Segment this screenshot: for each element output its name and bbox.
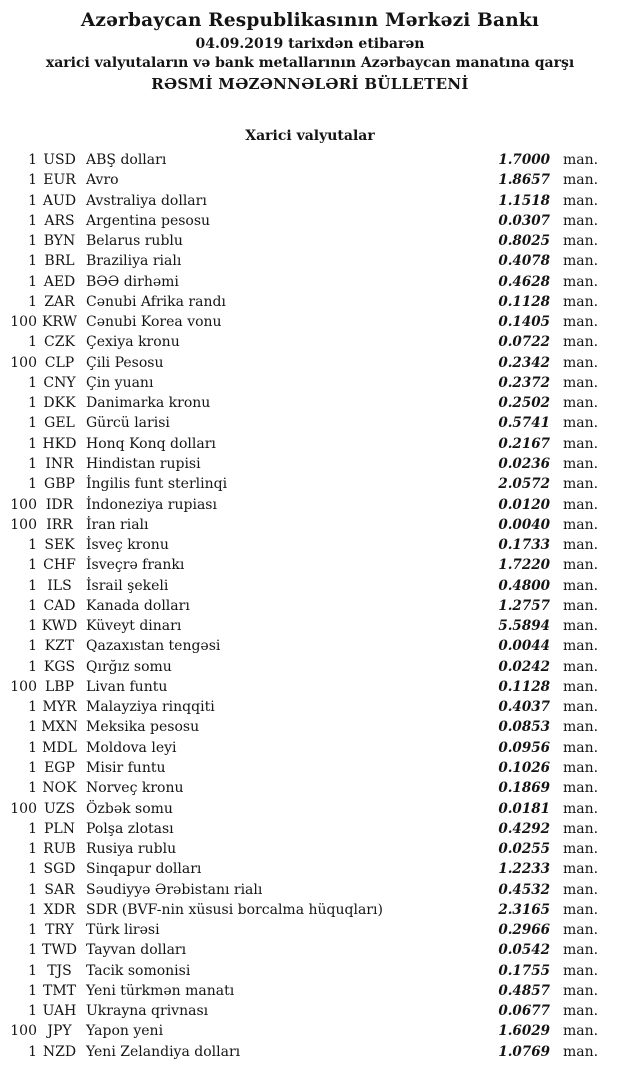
currency-code: EUR: [43, 172, 76, 189]
currency-name: Misir funtu: [86, 759, 166, 776]
unit-label: man.: [563, 739, 599, 756]
unit-label: man.: [563, 577, 599, 594]
rate-value: 0.1128: [498, 293, 550, 310]
rate-row: [0, 150, 620, 170]
currency-code: CAD: [43, 597, 76, 614]
rate-value: 0.4532: [498, 881, 550, 898]
currency-code: PLN: [44, 820, 75, 837]
currency-code: ZAR: [44, 293, 75, 310]
currency-name: Tacik somonisi: [86, 962, 191, 979]
rate-row: [0, 839, 620, 859]
unit-label: man.: [563, 841, 599, 858]
unit-label: man.: [563, 435, 599, 452]
currency-code: BYN: [43, 233, 76, 250]
rate-row: [0, 211, 620, 231]
rate-row: [0, 292, 620, 312]
quantity-value: 1: [28, 172, 37, 189]
rate-value: 0.4292: [498, 820, 550, 837]
currency-name: İndoneziya rupiası: [86, 496, 217, 513]
currency-code: AUD: [42, 192, 77, 209]
currency-code: LBP: [44, 678, 74, 695]
quantity-value: 1: [28, 476, 37, 493]
quantity-value: 1: [28, 374, 37, 391]
quantity-value: 1: [28, 942, 37, 959]
currency-code: GEL: [44, 415, 75, 432]
currency-code: MXN: [41, 719, 78, 736]
currency-name: ABŞ dolları: [86, 152, 167, 168]
rate-value: 0.0242: [498, 658, 550, 675]
unit-label: man.: [563, 557, 599, 574]
section-title-foreign-currencies: Xarici valyutalar: [245, 128, 375, 144]
rate-row: [0, 1042, 620, 1062]
quantity-value: 1: [28, 152, 37, 168]
currency-name: Qırğız somu: [86, 658, 172, 675]
rate-row: [0, 900, 620, 920]
currency-name: Livan funtu: [86, 678, 168, 695]
unit-label: man.: [563, 678, 599, 695]
rate-value: 0.4800: [498, 577, 550, 594]
rate-row: [0, 859, 620, 879]
quantity-value: 1: [28, 293, 37, 310]
currency-code: INR: [45, 455, 74, 472]
rate-value: 0.1026: [498, 759, 550, 776]
currency-name: İngilis funt sterlinqi: [86, 476, 228, 493]
currency-name: Moldova leyi: [86, 739, 177, 756]
quantity-value: 1: [28, 739, 37, 756]
currency-code: NZD: [42, 1043, 77, 1060]
rate-row: [0, 920, 620, 940]
currency-code: AED: [43, 273, 76, 290]
rate-value: 0.1128: [498, 678, 550, 695]
currency-code: JPY: [47, 1023, 72, 1040]
rate-row: [0, 677, 620, 697]
quantity-value: 1: [28, 962, 37, 979]
rate-value: 0.0044: [498, 638, 550, 655]
currency-code: TJS: [47, 962, 72, 979]
rate-value: 0.0307: [498, 212, 550, 229]
currency-name: Malayziya rinqqiti: [86, 699, 215, 716]
unit-label: man.: [563, 638, 599, 655]
quantity-value: 1: [28, 841, 37, 858]
currency-name: Sinqapur dolları: [86, 861, 202, 878]
currency-name: Cənubi Afrika randı: [86, 293, 226, 310]
currency-code: IDR: [45, 496, 74, 513]
quantity-value: 100: [10, 678, 37, 695]
quantity-value: 1: [28, 1043, 37, 1060]
rate-value: 0.0722: [498, 334, 550, 351]
currency-code: KGS: [43, 658, 76, 675]
rate-row: [0, 799, 620, 819]
unit-label: man.: [563, 152, 599, 168]
currency-name: Tayvan dolları: [86, 942, 187, 959]
quantity-value: 1: [28, 455, 37, 472]
currency-code: GBP: [44, 476, 75, 493]
unit-label: man.: [563, 982, 599, 999]
quantity-value: 1: [28, 597, 37, 614]
rate-row: [0, 535, 620, 555]
currency-name: Ukrayna qrivnası: [86, 1003, 209, 1020]
quantity-value: 1: [28, 212, 37, 229]
currency-code: SAR: [44, 881, 75, 898]
quantity-value: 1: [28, 395, 37, 412]
currency-name: Yapon yeni: [86, 1023, 164, 1040]
unit-label: man.: [563, 719, 599, 736]
quantity-value: 1: [28, 415, 37, 432]
unit-label: man.: [563, 537, 599, 554]
unit-label: man.: [563, 172, 599, 189]
rate-value: 0.2966: [498, 922, 550, 939]
currency-name: Küveyt dinarı: [86, 618, 182, 635]
currency-code: CHF: [43, 557, 76, 574]
bulletin-title: RƏSMİ MƏZƏNNƏLƏRİ BÜLLETENİ: [151, 75, 469, 93]
rate-row: [0, 596, 620, 616]
quantity-value: 1: [28, 435, 37, 452]
rate-row: [0, 636, 620, 656]
currency-code: DKK: [43, 395, 76, 412]
rate-value: 0.1733: [498, 537, 550, 554]
currency-name: Yeni türkmən manatı: [86, 982, 235, 999]
unit-label: man.: [563, 861, 599, 878]
quantity-value: 1: [28, 922, 37, 939]
quantity-value: 1: [28, 638, 37, 655]
rate-value: 0.0853: [498, 719, 550, 736]
currency-code: CNY: [43, 374, 76, 391]
quantity-value: 1: [28, 861, 37, 878]
unit-label: man.: [563, 496, 599, 513]
rate-value: 5.5894: [498, 618, 550, 635]
effective-date-line: 04.09.2019 tarixdən etibarən: [195, 36, 425, 52]
quantity-value: 1: [28, 982, 37, 999]
unit-label: man.: [563, 516, 599, 533]
rate-row: [0, 717, 620, 737]
currency-name: Honq Konq dolları: [86, 435, 216, 452]
rate-row: [0, 819, 620, 839]
unit-label: man.: [563, 334, 599, 351]
quantity-value: 100: [10, 314, 37, 331]
currency-code: ARS: [44, 212, 75, 229]
rate-row: [0, 170, 620, 190]
currency-code: EGP: [44, 759, 75, 776]
rate-value: 0.1755: [498, 962, 550, 979]
currency-name: Özbək somu: [86, 800, 173, 817]
rate-row: [0, 940, 620, 960]
currency-code: KRW: [41, 314, 78, 331]
quantity-value: 100: [10, 516, 37, 533]
currency-code: TWD: [42, 942, 77, 959]
rate-value: 0.0542: [498, 942, 550, 959]
unit-label: man.: [563, 1043, 599, 1060]
rate-row: [0, 758, 620, 778]
currency-name: Rusiya rublu: [86, 841, 177, 858]
quantity-value: 1: [28, 759, 37, 776]
currency-code: IRR: [46, 516, 73, 533]
quantity-value: 1: [28, 273, 37, 290]
rate-row: [0, 657, 620, 677]
currency-name: Türk lirəsi: [86, 922, 160, 939]
rate-row: [0, 981, 620, 1001]
currency-code: BRL: [44, 253, 75, 270]
rate-value: 0.0120: [498, 496, 550, 513]
rate-row: [0, 373, 620, 393]
currency-name: Çili Pesosu: [86, 354, 164, 371]
currency-name: İsveçrə frankı: [86, 557, 185, 574]
currency-code: SEK: [44, 537, 75, 554]
quantity-value: 1: [28, 618, 37, 635]
currency-name: İsveç kronu: [86, 537, 169, 554]
rate-value: 1.2233: [498, 861, 550, 878]
rate-value: 0.2167: [498, 435, 550, 452]
rate-value: 0.2372: [498, 374, 550, 391]
rate-value: 1.0769: [498, 1043, 550, 1060]
rate-value: 0.0236: [498, 455, 550, 472]
currency-code: RUB: [43, 841, 76, 858]
unit-label: man.: [563, 293, 599, 310]
rate-value: 0.4628: [498, 273, 550, 290]
unit-label: man.: [563, 820, 599, 837]
unit-label: man.: [563, 759, 599, 776]
rate-row: [0, 576, 620, 596]
currency-name: Danimarka kronu: [86, 395, 211, 412]
currency-code: KZT: [44, 638, 75, 655]
rate-row: [0, 413, 620, 433]
quantity-value: 1: [28, 719, 37, 736]
rate-value: 1.8657: [498, 172, 550, 189]
currency-name: Braziliya rialı: [86, 253, 182, 270]
unit-label: man.: [563, 1003, 599, 1020]
quantity-value: 1: [28, 537, 37, 554]
rate-value: 2.0572: [498, 476, 550, 493]
rate-row: [0, 332, 620, 352]
currency-code: CZK: [44, 334, 75, 351]
currency-name: Kanada dolları: [86, 597, 190, 614]
quantity-value: 100: [10, 1023, 37, 1040]
quantity-value: 1: [28, 577, 37, 594]
quantity-value: 1: [28, 699, 37, 716]
rate-row: [0, 495, 620, 515]
rate-value: 0.8025: [498, 233, 550, 250]
currency-name: Cənubi Korea vonu: [86, 314, 222, 331]
rate-value: 1.2757: [498, 597, 550, 614]
currency-name: BƏƏ dirhəmi: [86, 273, 179, 290]
rate-value: 1.7000: [498, 152, 550, 168]
rate-row: [0, 1021, 620, 1041]
rate-value: 0.4037: [498, 699, 550, 716]
currency-name: Qazaxıstan tengəsi: [86, 638, 221, 655]
currency-name: İran rialı: [86, 516, 149, 533]
unit-label: man.: [563, 901, 599, 918]
unit-label: man.: [563, 415, 599, 432]
currency-code: MDL: [42, 739, 77, 756]
unit-label: man.: [563, 881, 599, 898]
currency-code: UAH: [42, 1003, 77, 1020]
rate-row: [0, 880, 620, 900]
currency-name: Avstraliya dolları: [86, 192, 207, 209]
rate-row: [0, 515, 620, 535]
currency-name: Avro: [86, 172, 119, 189]
unit-label: man.: [563, 233, 599, 250]
rate-row: [0, 434, 620, 454]
unit-label: man.: [563, 476, 599, 493]
rate-value: 0.2342: [498, 354, 550, 371]
rate-value: 0.1869: [498, 780, 550, 797]
rate-value: 0.1405: [498, 314, 550, 331]
rate-value: 1.6029: [498, 1023, 550, 1040]
currency-code: TRY: [45, 922, 74, 939]
currency-code: USD: [43, 152, 76, 168]
currency-code: NOK: [42, 780, 77, 797]
unit-label: man.: [563, 455, 599, 472]
unit-label: man.: [563, 212, 599, 229]
rate-row: [0, 191, 620, 211]
unit-label: man.: [563, 1023, 599, 1040]
currency-name: Səudiyyə Ərəbistanı rialı: [86, 881, 263, 898]
rate-row: [0, 231, 620, 251]
currency-name: Yeni Zelandiya dolları: [86, 1043, 241, 1060]
quantity-value: 1: [28, 253, 37, 270]
rate-row: [0, 961, 620, 981]
unit-label: man.: [563, 618, 599, 635]
currency-name: Çin yuanı: [86, 374, 154, 391]
rate-value: 0.0956: [498, 739, 550, 756]
quantity-value: 1: [28, 658, 37, 675]
unit-label: man.: [563, 374, 599, 391]
rate-value: 1.7220: [498, 557, 550, 574]
rate-value: 0.0255: [498, 841, 550, 858]
currency-name: İsrail şekeli: [86, 577, 169, 594]
currency-name: SDR (BVF-nin xüsusi borcalma hüquqları): [86, 901, 383, 918]
currency-name: Belarus rublu: [86, 233, 183, 250]
rate-row: [0, 555, 620, 575]
quantity-value: 1: [28, 233, 37, 250]
currency-name: Hindistan rupisi: [86, 455, 201, 472]
rate-value: 0.0677: [498, 1003, 550, 1020]
rate-value: 0.0040: [498, 516, 550, 533]
rate-value: 0.2502: [498, 395, 550, 412]
currency-code: ILS: [47, 577, 72, 594]
currency-name: Çexiya kronu: [86, 334, 180, 351]
unit-label: man.: [563, 395, 599, 412]
rate-value: 0.4078: [498, 253, 550, 270]
rate-value: 1.1518: [498, 192, 550, 209]
subject-line: xarici valyutaların və bank metallarının Azərbaycan manatına qarşı: [45, 55, 575, 71]
rate-row: [0, 474, 620, 494]
unit-label: man.: [563, 658, 599, 675]
unit-label: man.: [563, 699, 599, 716]
currency-code: XDR: [43, 901, 76, 918]
currency-name: Norveç kronu: [86, 780, 184, 797]
rate-row: [0, 272, 620, 292]
currency-name: Meksika pesosu: [86, 719, 200, 736]
quantity-value: 100: [10, 496, 37, 513]
currency-code: SGD: [43, 861, 76, 878]
currency-code: UZS: [43, 800, 76, 817]
bank-title: Azərbaycan Respublikasının Mərkəzi Bankı: [80, 10, 540, 31]
currency-name: Polşa zlotası: [86, 820, 174, 837]
unit-label: man.: [563, 962, 599, 979]
unit-label: man.: [563, 922, 599, 939]
quantity-value: 100: [10, 354, 37, 371]
unit-label: man.: [563, 800, 599, 817]
unit-label: man.: [563, 273, 599, 290]
unit-label: man.: [563, 942, 599, 959]
rate-value: 0.5741: [498, 415, 550, 432]
currency-code: HKD: [42, 435, 77, 452]
rate-row: [0, 778, 620, 798]
currency-name: Argentina pesosu: [86, 212, 211, 229]
currency-code: KWD: [41, 618, 78, 635]
unit-label: man.: [563, 192, 599, 209]
quantity-value: 1: [28, 901, 37, 918]
rate-row: [0, 697, 620, 717]
rate-value: 0.4857: [498, 982, 550, 999]
rate-row: [0, 616, 620, 636]
rate-row: [0, 1001, 620, 1021]
rate-row: [0, 251, 620, 271]
quantity-value: 1: [28, 192, 37, 209]
unit-label: man.: [563, 354, 599, 371]
rate-row: [0, 312, 620, 332]
quantity-value: 1: [28, 1003, 37, 1020]
currency-code: TMT: [42, 982, 76, 999]
rate-value: 2.3165: [498, 901, 550, 918]
currency-code: MYR: [42, 699, 77, 716]
rate-row: [0, 353, 620, 373]
bulletin-header: [0, 0, 620, 95]
currency-code: CLP: [44, 354, 75, 371]
rate-value: 0.0181: [498, 800, 550, 817]
quantity-value: 1: [28, 334, 37, 351]
quantity-value: 1: [28, 820, 37, 837]
rate-row: [0, 393, 620, 413]
unit-label: man.: [563, 253, 599, 270]
quantity-value: 1: [28, 780, 37, 797]
unit-label: man.: [563, 597, 599, 614]
unit-label: man.: [563, 780, 599, 797]
quantity-value: 100: [10, 800, 37, 817]
rate-row: [0, 738, 620, 758]
unit-label: man.: [563, 314, 599, 331]
quantity-value: 1: [28, 881, 37, 898]
rate-row: [0, 454, 620, 474]
currency-name: Gürcü larisi: [86, 415, 170, 432]
exchange-rates-table: [0, 150, 620, 1062]
quantity-value: 1: [28, 557, 37, 574]
